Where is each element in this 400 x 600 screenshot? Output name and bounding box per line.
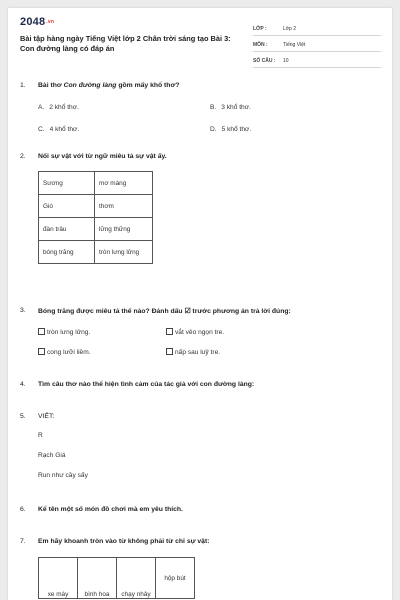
meta-label: MÔN : xyxy=(253,41,268,48)
question-5 xyxy=(20,413,380,420)
table-row xyxy=(39,218,153,241)
checkbox-icon[interactable] xyxy=(38,348,45,355)
writing-line: R xyxy=(38,432,43,439)
checkbox-option[interactable] xyxy=(38,348,91,356)
document-title: Bài tập hàng ngày Tiếng Việt lớp 2 Chân trời sáng tạo Bài 3: Con đường làng có đáp án xyxy=(20,34,231,53)
option-text: 4 khổ thơ. xyxy=(49,126,80,133)
question-text: VIẾT: xyxy=(38,413,55,420)
meta-label: LỚP : xyxy=(253,25,267,32)
question-number: 2. xyxy=(20,153,26,160)
meta-row-grade xyxy=(253,22,381,36)
option-letter: B. xyxy=(210,104,217,111)
question-text xyxy=(38,82,179,89)
site-logo[interactable] xyxy=(20,16,54,28)
option-text: 2 khổ thơ. xyxy=(49,104,79,111)
question-text-part: Bài thơ xyxy=(38,82,64,89)
option-text: tròn lưng lửng. xyxy=(47,329,91,336)
question-text: Bóng trăng được miêu tả thế nào? Đánh dấu ☑ trước phương án trả lời đúng: xyxy=(38,308,291,315)
question-text-part: gồm mấy khổ thơ? xyxy=(116,82,180,89)
question-text: Nối sự vật với từ ngữ miêu tả sự vật ấy. xyxy=(38,153,167,160)
question-number: 1. xyxy=(20,82,26,89)
writing-line: Rạch Giá xyxy=(38,452,66,459)
option-d[interactable] xyxy=(210,126,251,133)
option-b[interactable] xyxy=(210,104,251,111)
question-1 xyxy=(20,82,380,89)
option-text: 5 khổ thơ. xyxy=(221,126,252,133)
word-cell[interactable]: hộp bút xyxy=(156,558,195,599)
meta-value: 10 xyxy=(283,57,289,64)
table-cell: bóng trăng xyxy=(39,241,95,264)
table-row xyxy=(39,558,195,599)
question-text: Em hãy khoanh tròn vào từ không phải từ chỉ sự vật: xyxy=(38,538,210,545)
meta-row-subject xyxy=(253,38,381,52)
question-6 xyxy=(20,506,380,513)
checkbox-option[interactable] xyxy=(166,328,224,336)
checkbox-icon[interactable] xyxy=(166,328,173,335)
meta-value: Lớp 2 xyxy=(283,25,297,32)
question-3 xyxy=(20,307,380,315)
meta-panel xyxy=(253,22,381,70)
table-row xyxy=(39,241,153,264)
question-2 xyxy=(20,153,380,160)
table-row xyxy=(39,172,153,195)
question-text: Tìm câu thơ nào thể hiện tình cảm của tác giả với con đường làng: xyxy=(38,381,255,388)
checkbox-icon[interactable] xyxy=(166,348,173,355)
word-cell[interactable]: xe máy xyxy=(39,558,78,599)
question-number: 6. xyxy=(20,506,26,513)
table-cell: thơm xyxy=(95,195,153,218)
poem-title: Con đường làng xyxy=(63,82,117,89)
checkbox-icon[interactable] xyxy=(38,328,45,335)
logo-suffix: .vn xyxy=(46,19,55,26)
checkbox-option[interactable] xyxy=(166,348,220,356)
question-7 xyxy=(20,538,380,545)
word-cell[interactable]: chạy nhảy xyxy=(117,558,156,599)
question-number: 4. xyxy=(20,381,26,388)
question-number: 3. xyxy=(20,307,26,314)
table-cell: Gió xyxy=(39,195,95,218)
option-text: vắt vẻo ngọn tre. xyxy=(175,329,225,336)
word-table xyxy=(38,557,195,599)
worksheet-page xyxy=(8,8,392,600)
word-cell[interactable]: bình hoa xyxy=(78,558,117,599)
meta-row-count xyxy=(253,54,381,68)
option-text: 3 khổ thơ. xyxy=(221,104,251,111)
option-a[interactable] xyxy=(38,104,79,111)
logo-text: 2048 xyxy=(20,16,46,28)
question-number: 7. xyxy=(20,538,26,545)
table-cell: mơ màng xyxy=(95,172,153,195)
table-row xyxy=(39,195,153,218)
meta-label: SỐ CÂU : xyxy=(253,57,276,64)
option-text: cong lưỡi liềm. xyxy=(47,349,91,356)
option-c[interactable] xyxy=(38,126,79,133)
checkbox-option[interactable] xyxy=(38,328,90,336)
option-letter: D. xyxy=(210,126,217,133)
question-text: Kể tên một số món đồ chơi mà em yêu thích. xyxy=(38,506,183,513)
question-number: 5. xyxy=(20,413,26,420)
question-4 xyxy=(20,381,380,388)
option-letter: A. xyxy=(38,104,45,111)
writing-line: Run như cầy sấy xyxy=(38,472,88,479)
option-text: nấp sau luỹ tre. xyxy=(175,349,221,356)
table-cell: đàn trâu xyxy=(39,218,95,241)
matching-table xyxy=(38,171,153,264)
option-letter: C. xyxy=(38,126,45,133)
table-cell: Sương xyxy=(39,172,95,195)
table-cell: lững thững xyxy=(95,218,153,241)
table-cell: tròn lưng lửng xyxy=(95,241,153,264)
meta-value: Tiếng Việt xyxy=(283,41,306,48)
